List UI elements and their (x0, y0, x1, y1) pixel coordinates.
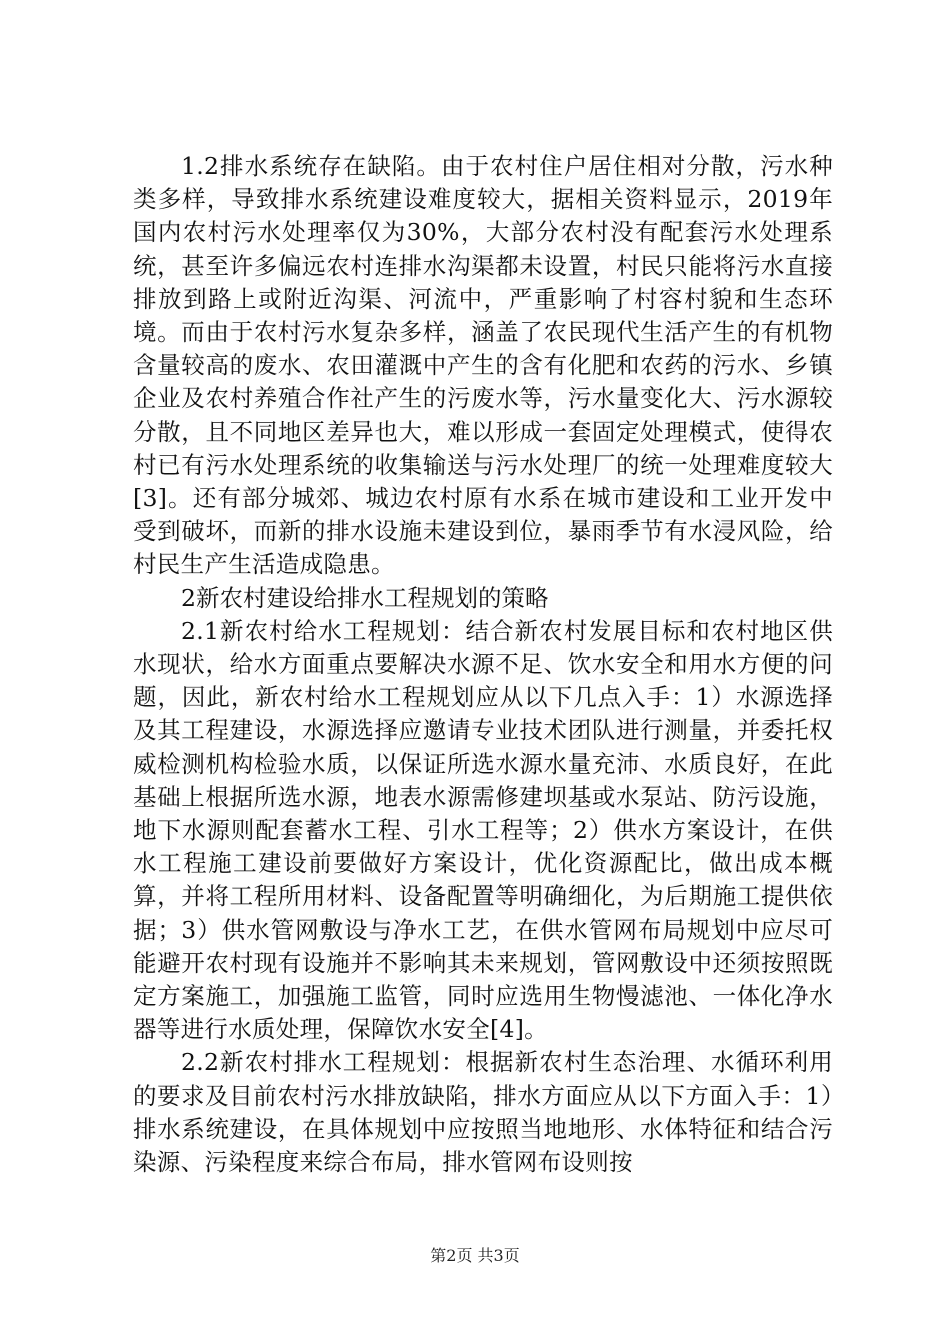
paragraph-2-1: 2.1新农村给水工程规划：结合新农村发展目标和农村地区供水现状，给水方面重点要解决水源不足、饮水安全和用水方便的问题，因此，新农村给水工程规划应从以下几点入手：1）水源选择及其工程建设，水源选择应邀请专业技术团队进行测量，并委托权威检测机构检验水质，以保证所选水源水量充沛、水质良好，在此基础上根据所选水源，地表水源需修建坝基或水泵站、防污设施，地下水源则配套蓄水工程、引水工程等；2）供水方案设计，在供水工程施工建设前要做好方案设计，优化资源配比，做出成本概算，并将工程所用材料、设备配置等明确细化，为后期施工提供依据；3）供水管网敷设与净水工艺，在供水管网布局规划中应尽可能避开农村现有设施并不影响其未来规划，管网敷设中还须按照既定方案施工，加强施工监管，同时应选用生物慢滤池、一体化净水器等进行水质处理，保障饮水安全[4]。 (133, 616, 833, 1044)
page-footer: 第2页 共3页 (430, 1246, 520, 1265)
section-2-heading: 2新农村建设给排水工程规划的策略 (181, 583, 549, 612)
document-body (133, 150, 833, 1179)
paragraph-1-2: 1.2排水系统存在缺陷。由于农村住户居住相对分散，污水种类多样，导致排水系统建设难度较大，据相关资料显示，2019年国内农村污水处理率仅为30%，大部分农村没有配套污水处理系统，甚至许多偏远农村连排水沟渠都未设置，村民只能将污水直接排放到路上或附近沟渠、河流中，严重影响了村容村貌和生态环境。而由于农村污水复杂多样，涵盖了农民现代生活产生的有机物含量较高的废水、农田灌溉中产生的含有化肥和农药的污水、乡镇企业及农村养殖合作社产生的污废水等，污水量变化大、污水源较分散，且不同地区差异也大，难以形成一套固定处理模式，使得农村已有污水处理系统的收集输送与污水处理厂的统一处理难度较大[3]。还有部分城郊、城边农村原有水系在城市建设和工业开发中受到破坏，而新的排水设施未建设到位，暴雨季节有水浸风险，给村民生产生活造成隐患。 (133, 152, 833, 579)
paragraph-2-2: 2.2新农村排水工程规划：根据新农村生态治理、水循环利用的要求及目前农村污水排放缺陷，排水方面应从以下方面入手：1）排水系统建设，在具体规划中应按照当地地形、水体特征和结合污染源、污染程度来综合布局，排水管网布设则按 (133, 1048, 833, 1177)
